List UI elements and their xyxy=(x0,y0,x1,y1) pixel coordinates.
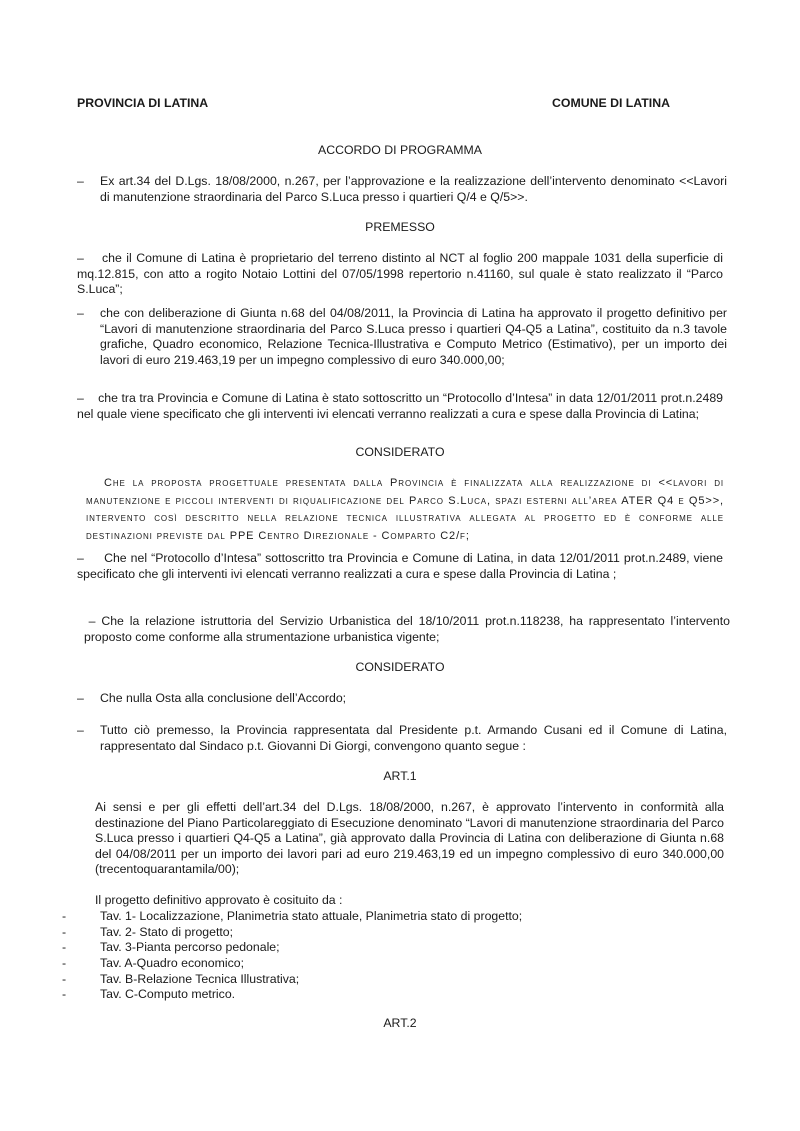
section-heading-premesso: PREMESSO xyxy=(365,220,435,234)
list-item xyxy=(62,956,662,972)
list-item xyxy=(62,972,662,988)
section-heading-considerato-1: CONSIDERATO xyxy=(355,445,445,459)
bullet-dash: – xyxy=(77,391,84,405)
list-dash: - xyxy=(62,909,67,923)
list-item xyxy=(62,940,662,956)
list-item xyxy=(62,925,662,941)
premesso-text-2: che con deliberazione di Giunta n.68 del 04/08/2011, la Provincia di Latina ha approvato il progetto definitivo per “Lavori di manutenzione straordinaria del Parco S.Luca presso i quartieri Q4-Q5 a Latina”, costituito da n.3 tavole grafiche, Quadro economico, Relazione Tecnica-Illustrativa e Computo Metrico (Estimativo), per un importo dei lavori di euro 219.463,19 per un impegno complessivo di euro 340.000,00; xyxy=(100,306,727,367)
considerato-item-2 xyxy=(77,614,730,645)
bullet-dash: – xyxy=(77,691,84,705)
intro-text: Ex art.34 del D.Lgs. 18/08/2000, n.267, per l’approvazione e la realizzazione dell’intervento denominato <<Lavori di manutenzione straordinaria del Parco S.Luca presso i quartieri Q/4 e Q/5>>. xyxy=(100,174,727,204)
bullet-dash: – xyxy=(77,551,84,565)
considerato2-text-1: Che nulla Osta alla conclusione dell’Accordo; xyxy=(100,691,347,705)
list-dash: - xyxy=(62,987,67,1002)
bullet-dash: – xyxy=(77,251,84,265)
list-item-text: Tav. C-Computo metrico. xyxy=(100,987,236,1002)
bullet-dash: – xyxy=(88,614,96,628)
premesso-item-1 xyxy=(77,251,723,298)
art1-list xyxy=(62,909,662,1003)
list-dash: - xyxy=(62,940,67,955)
list-dash: - xyxy=(62,956,67,971)
considerato-text-2: Che la relazione istruttoria del Servizio Urbanistica del 18/10/2011 prot.n.118238, ha rappresentato l’intervento proposto come conforme alla strumentazione urbanistica vigente; xyxy=(84,614,730,644)
considerato-smallcaps-paragraph: Che la proposta progettuale presentata dalla Provincia è finalizzata alla realizzazione di <<lavori di manutenzione e piccoli interventi di riqualificazione del Parco S.Luca, spazi esterni all’area ATER Q4 e Q5>>, intervento così descritto nella relazione tecnica illustrativa allegata al progetto ed è conforme alle destinazioni previste dal PPE Centro Direzionale - Comparto C2/f; xyxy=(86,477,724,542)
section-heading-considerato-2: CONSIDERATO xyxy=(355,660,445,674)
art1-list-intro: Il progetto definitivo approvato è cosituito da : xyxy=(95,893,343,907)
list-item-text: Tav. 3-Pianta percorso pedonale; xyxy=(100,940,280,955)
bullet-dash: – xyxy=(77,306,84,320)
article-heading-1: ART.1 xyxy=(383,769,417,783)
considerato2-text-2: Tutto ciò premesso, la Provincia rappresentata dal Presidente p.t. Armando Cusani ed il Comune di Latina, rappresentato dal Sindaco p.t. Giovanni Di Giorgi, convengono quanto segue : xyxy=(100,723,727,753)
list-item-text: Tav. 1- Localizzazione, Planimetria stato attuale, Planimetria stato di progetto; xyxy=(100,909,523,923)
intro-item xyxy=(77,174,727,205)
considerato-text-1: Che nel “Protocollo d’Intesa” sottoscritto tra Provincia e Comune di Latina, in data 12/01/2011 prot.n.2489, viene specificato che gli interventi ivi elencati verranno realizzati a cura e spese dalla Provincia di Latina ; xyxy=(77,551,724,581)
considerato2-item-1 xyxy=(77,691,727,707)
list-dash: - xyxy=(62,924,67,939)
bullet-dash: – xyxy=(77,723,84,737)
premesso-text-3: che tra tra Provincia e Comune di Latina è stato sottoscritto un “Protocollo d’Intesa” in data 12/01/2011 prot.n.2489 nel quale viene specificato che gli interventi ivi elencati verranno realizzati a cura e spese dalla Provincia di Latina; xyxy=(77,391,723,421)
list-item xyxy=(62,909,662,925)
list-item xyxy=(62,987,662,1003)
premesso-item-3 xyxy=(77,391,723,422)
premesso-text-1: che il Comune di Latina è proprietario del terreno distinto al NCT al foglio 200 mappale 1031 della superficie di mq.12.815, con atto a rogito Notaio Lottini del 07/05/1998 repertorio n.41160, sul quale è stato realizzato il “Parco S.Luca”; xyxy=(77,251,723,297)
document-title: ACCORDO DI PROGRAMMA xyxy=(318,143,482,157)
list-dash: - xyxy=(62,971,67,986)
considerato-item-1 xyxy=(77,551,723,582)
considerato2-item-2 xyxy=(77,723,727,754)
list-item-text: Tav. A-Quadro economico; xyxy=(100,956,244,971)
header-right: COMUNE DI LATINA xyxy=(552,96,670,110)
article-heading-2: ART.2 xyxy=(383,1016,417,1030)
art1-paragraph: Ai sensi e per gli effetti dell’art.34 del D.Lgs. 18/08/2000, n.267, è approvato l’intervento in conformità alla destinazione del Piano Particolareggiato di Esecuzione denominato “Lavori di manutenzione straordinaria del Parco S.Luca presso i quartieri Q4-Q5 a Latina”, già approvato dalla Provincia di Latina con deliberazione di Giunta n.68 del 04/08/2011 per un importo dei lavori pari ad euro 219.463,19 ed un impegno complessivo di euro 340.000,00 (trecentoquarantamila/00); xyxy=(95,800,724,877)
bullet-dash: – xyxy=(77,174,84,188)
header-left: PROVINCIA DI LATINA xyxy=(77,96,209,110)
premesso-item-2 xyxy=(77,306,727,368)
list-item-text: Tav. 2- Stato di progetto; xyxy=(100,924,234,939)
list-item-text: Tav. B-Relazione Tecnica Illustrativa; xyxy=(100,971,300,986)
